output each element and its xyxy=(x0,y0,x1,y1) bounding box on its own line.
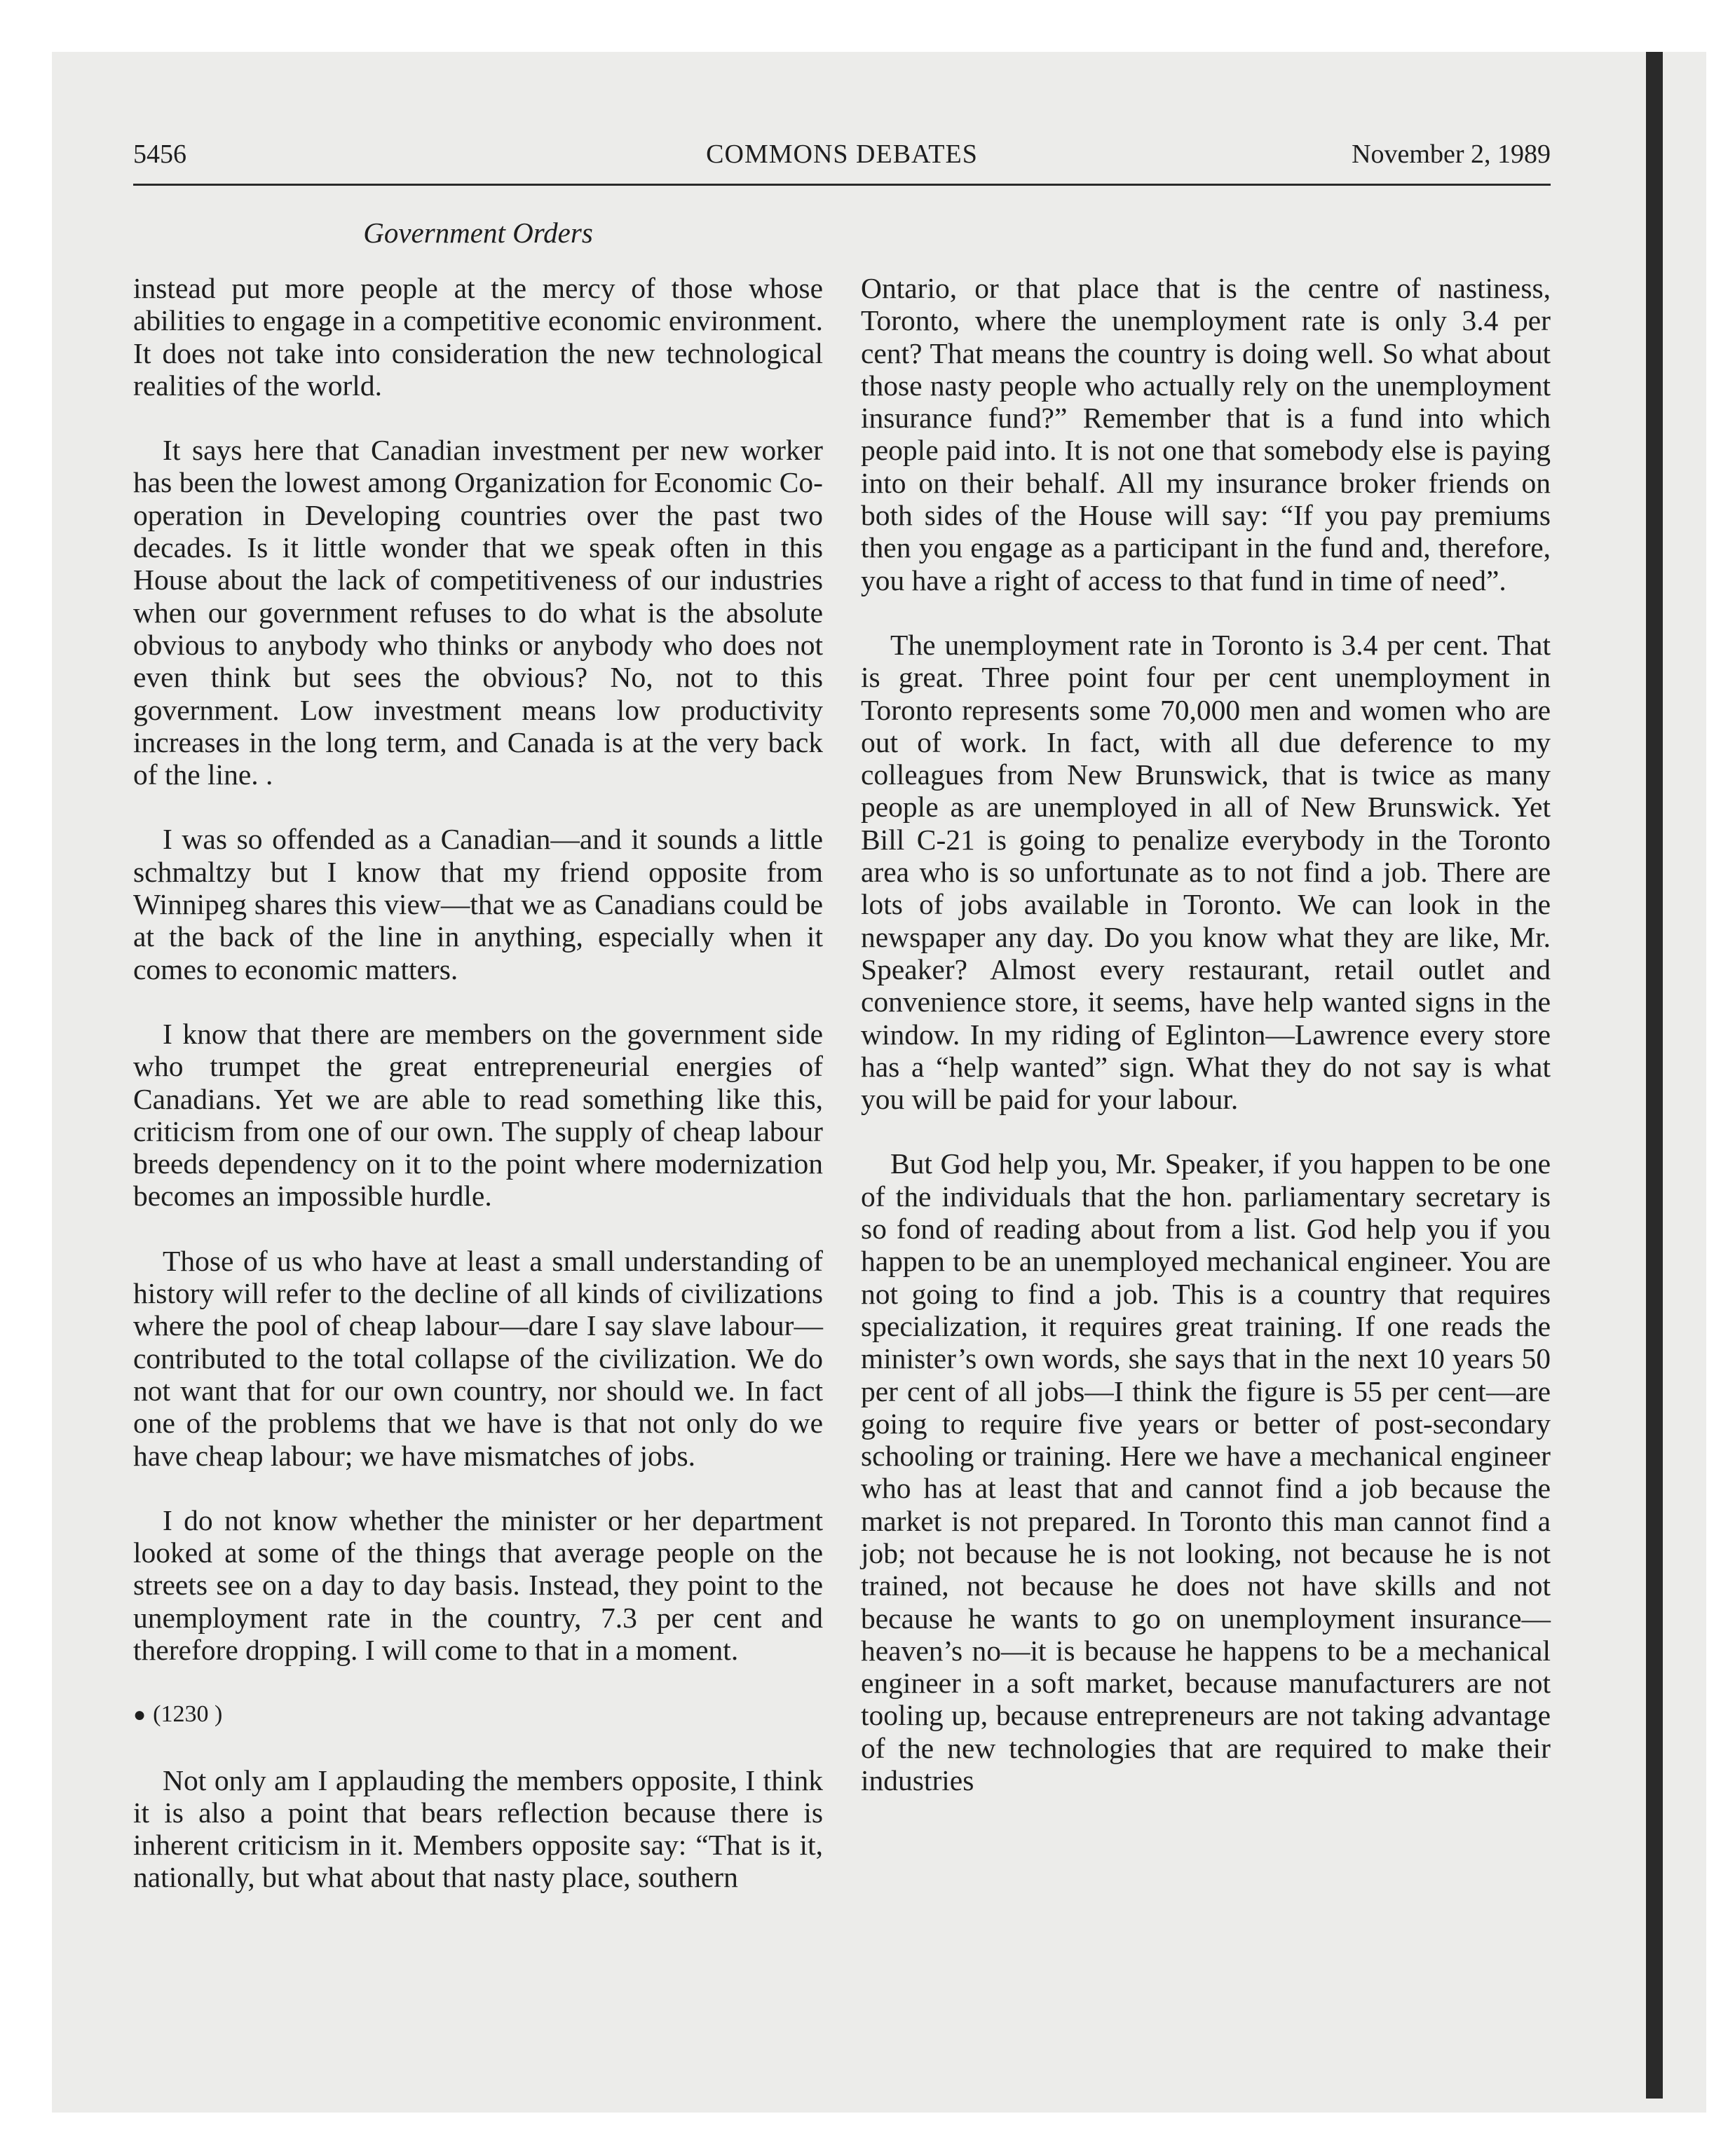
page-edge-bar xyxy=(1646,52,1663,2099)
paragraph: instead put more people at the mercy of those whose abilities to engage in a competitive economic environment. It does not take into consideration the new technological realities of the world. xyxy=(133,272,823,402)
paragraph: But God help you, Mr. Speaker, if you happen to be one of the individuals that the hon. parliamentary secretary is so fond of reading about from a list. God help you if you happen to be an unemployed mechanical engineer. You are not going to find a job. This is a country that requires specialization, it requires great training. If one reads the minister’s own words, she says that in the next 10 years 50 per cent of all jobs—I think the figure is 55 per cent—are going to require five years or better of post-secondary schooling or training. Here we have a mechanical engineer who has at least that and cannot find a job because the market is not prepared. In Toronto this man cannot find a job; not because he is not looking, not because he is not trained, not because he does not have skills and not because he wants to go on unemployment insurance—heaven’s no—it is because he happens to be a mechanical engineer in a soft market, because manufacturers are not tooling up, because entrepreneurs are not taking advantage of the new technologies that are required to make their industries xyxy=(861,1147,1551,1797)
paragraph: It says here that Canadian investment per new worker has been the lowest among Organization for Economic Co-operation in Developing countries over the past two decades. Is it little wonder that we speak often in this House about the lack of competitiveness of our industries when our government refuses to do what is the absolute obvious to anybody who thinks or anybody who does not even think but sees the obvious? No, not to this government. Low investment means low productivity increases in the long term, and Canada is at the very back of the line. . xyxy=(133,434,823,791)
paragraph: I know that there are members on the government side who trumpet the great entrepreneurial energies of Canadians. Yet we are able to read something like this, criticism from one of our own. The supply of cheap labour breeds dependency on it to the point where modernization becomes an impossible hurdle. xyxy=(133,1017,823,1213)
publication-title: COMMONS DEBATES xyxy=(706,139,978,169)
header-rule xyxy=(133,184,1551,186)
time-marker xyxy=(133,1698,823,1731)
bullet-icon: ● xyxy=(133,1703,147,1727)
paragraph: Not only am I applauding the members opposite, I think it is also a point that bears reflection because there is inherent criticism in it. Members opposite say: “That is it, nationally, but what about that nasty place, southern xyxy=(133,1763,823,1894)
paragraph: I do not know whether the minister or her department looked at some of the things that average people on the streets see on a day to day basis. Instead, they point to the unemployment rate in the country, 7.3 per cent and therefore dropping. I will come to that in a moment. xyxy=(133,1503,823,1666)
page-number: 5456 xyxy=(133,139,186,169)
right-column xyxy=(861,272,1551,1829)
paragraph: Those of us who have at least a small understanding of history will refer to the decline of all kinds of civilizations where the pool of cheap labour—dare I say slave labour—contributed to the total collapse of the civilization. We do not want that for our own country, nor should we. In fact one of the problems that we have is that not only do we have cheap labour; we have mismatches of jobs. xyxy=(133,1244,823,1472)
paragraph: Ontario, or that place that is the centre of nastiness, Toronto, where the unemployment rate is only 3.4 per cent? That means the country is doing well. So what about those nasty people who actually rely on the unemployment insurance fund?” Remember that is a fund into which people paid into. It is not one that somebody else is paying into on their behalf. All my insurance broker friends on both sides of the House will say: “If you pay premiums then you engage as a participant in the fund and, therefore, you have a right of access to that fund in time of need”. xyxy=(861,272,1551,596)
running-header xyxy=(133,139,1551,181)
time-marker-text: (1230 ) xyxy=(153,1701,223,1728)
paragraph: I was so offended as a Canadian—and it sounds a little schmaltzy but I know that my friend opposite from Winnipeg shares this view—that we as Canadians could be at the back of the line in anything, especially when it comes to economic matters. xyxy=(133,823,823,985)
paragraph: The unemployment rate in Toronto is 3.4 per cent. That is great. Three point four per cent unemployment in Toronto represents some 70,000 men and women who are out of work. In fact, with all due deference to my colleagues from New Brunswick, that is twice as many people as are unemployed in all of New Brunswick. Yet Bill C-21 is going to penalize everybody in the Toronto area who is so unfortunate as to not find a job. There are lots of jobs available in Toronto. We can look in the newspaper any day. Do you know what they are like, Mr. Speaker? Almost every restaurant, retail outlet and convenience store, it seems, have help wanted signs in the window. In my riding of Eglinton—Lawrence every store has a “help wanted” sign. What they do not say is what you will be paid for your labour. xyxy=(861,628,1551,1116)
left-column xyxy=(133,272,823,1926)
publication-date: November 2, 1989 xyxy=(1352,139,1551,169)
section-title: Government Orders xyxy=(363,217,593,249)
